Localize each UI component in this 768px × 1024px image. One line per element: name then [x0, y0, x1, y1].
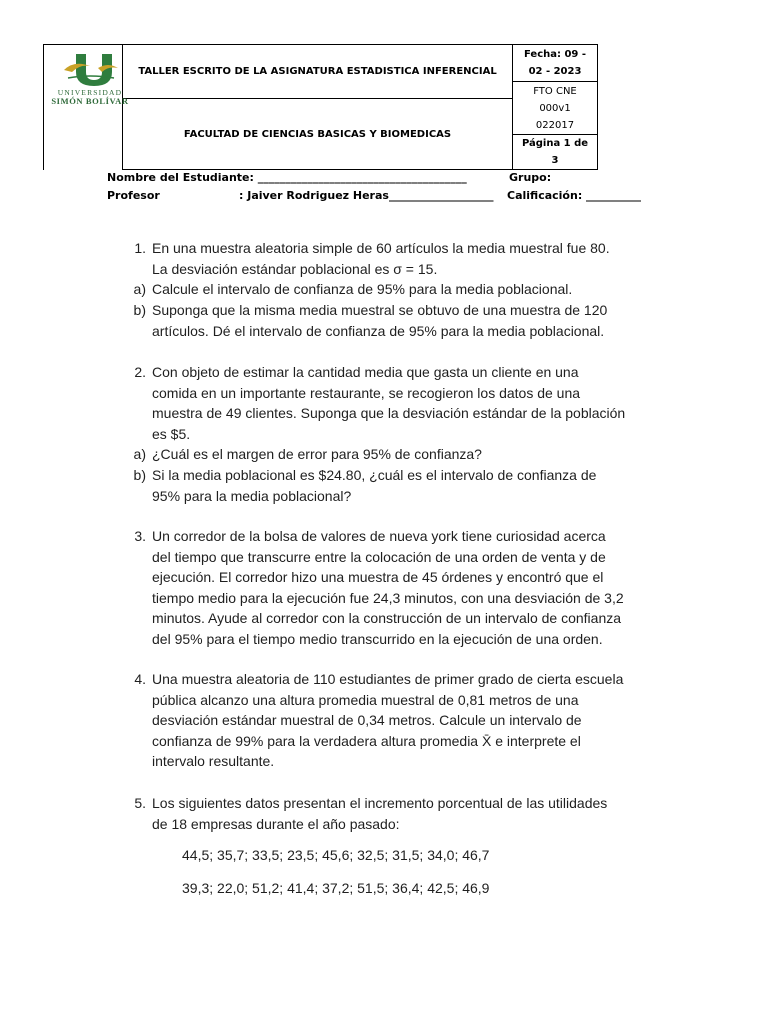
item-line: 95% para la media poblacional? [152, 487, 352, 504]
item-label: b) [133, 302, 146, 318]
student-name-field: Nombre del Estudiante: ______________________________________ [107, 171, 467, 184]
professor-label: Profesor [107, 189, 160, 202]
professor-name: : Jaiver Rodriguez Heras___________________ [239, 189, 494, 202]
question-line: del 95% para el tiempo medio transcurrido en la ejecución de una orden. [152, 630, 603, 647]
item-line: Si la media poblacional es $24.80, ¿cuál es el intervalo de confianza de [152, 467, 597, 483]
header-border-left [43, 44, 44, 170]
item-line: artículos. Dé el intervalo de confianza de 95% para la media poblacional. [152, 322, 605, 339]
fto-cell [513, 82, 597, 134]
question-line: La desviación estándar poblacional es σ = 15. [152, 260, 438, 277]
question-line: ejecución. El corredor hizo una muestra de 45 órdenes y encontró que el [152, 569, 604, 585]
question-line: Una muestra aleatoria de 110 estudiantes de primer grado de cierta escuela [152, 671, 624, 687]
question-5 [128, 793, 668, 837]
question-line: intervalo resultante. [152, 753, 275, 769]
grade-field: Calificación: __________ [507, 189, 642, 202]
question-3 [128, 526, 668, 652]
university-logo [50, 50, 130, 120]
question-line: minutos. Ayude al corredor con la construcción de un intervalo de confianza [152, 610, 622, 626]
data-row-2: 39,3; 22,0; 51,2; 41,4; 37,2; 51,5; 36,4; 42,5; 46,9 [182, 880, 490, 896]
university-seal-icon [50, 50, 130, 90]
question-1 [128, 238, 668, 343]
fto-line2: 000v1 [539, 102, 571, 114]
question-line: Los siguientes datos presentan el incremento porcentual de las utilidades [152, 795, 608, 811]
document-title: TALLER ESCRITO DE LA ASIGNATURA ESTADISTICA INFERENCIAL [138, 66, 497, 77]
question-number: 3. [134, 528, 146, 544]
question-number: 4. [134, 671, 146, 687]
pagina-cell [513, 135, 597, 169]
data-row-1: 44,5; 35,7; 33,5; 23,5; 45,6; 32,5; 31,5; 34,0; 46,7 [182, 847, 490, 863]
fto-line3: 022017 [535, 119, 575, 131]
header-border-right [597, 44, 598, 170]
question-line: comida en un importante restaurante, se recogieron los datos de una [152, 384, 581, 401]
question-number: 5. [134, 795, 146, 811]
question-2 [128, 362, 668, 510]
question-line: de 18 empresas durante el año pasado: [152, 815, 400, 832]
item-line: ¿Cuál es el margen de error para 95% de confianza? [152, 446, 482, 462]
question-line: Con objeto de estimar la cantidad media que gasta un cliente en una [152, 364, 579, 380]
question-line: del tiempo que transcurre entre la colocación de una orden de venta y de [152, 548, 606, 565]
fecha-line2: 02 - 2023 [528, 66, 582, 77]
question-line: desviación estándar muestral de 0,34 metros. Calcule un intervalo de [152, 712, 582, 728]
question-number: 2. [134, 364, 146, 380]
question-line: muestra de 49 clientes. Suponga que la desviación estándar de la población [152, 405, 626, 421]
question-line: confianza de 99% para la verdadera altura promedia X̄ e interprete el [152, 732, 581, 749]
item-label: a) [133, 281, 146, 297]
question-line: es $5. [152, 425, 191, 442]
question-4 [128, 669, 668, 775]
item-line: Calcule el intervalo de confianza de 95% para la media poblacional. [152, 281, 573, 297]
faculty-name: FACULTAD DE CIENCIAS BASICAS Y BIOMEDICAS [183, 128, 452, 140]
logo-text-top: UNIVERSIDAD [57, 88, 123, 97]
question-line: Un corredor de la bolsa de valores de nueva york tiene curiosidad acerca [152, 528, 606, 544]
item-line: Suponga que la misma media muestral se obtuvo de una muestra de 120 [152, 302, 608, 318]
group-field: Grupo: [509, 171, 552, 184]
question-line: pública alcanzo una altura promedia muestral de 0,81 metros de una [152, 691, 579, 708]
item-label: a) [133, 446, 146, 462]
logo-text-bottom: SIMÓN BOLÍVAR [51, 96, 129, 106]
header-border-bottom [122, 169, 598, 170]
fecha-cell [513, 45, 597, 81]
fecha-line1: Fecha: 09 - [523, 49, 587, 60]
pagina-line2: 3 [551, 155, 559, 166]
pagina-line1: Página 1 de [521, 138, 589, 149]
fto-line1: FTO CNE [533, 85, 577, 97]
header-border-top-left [43, 44, 123, 45]
question-number: 1. [134, 240, 146, 256]
item-label: b) [133, 467, 146, 483]
question-line: En una muestra aleatoria simple de 60 artículos la media muestral fue 80. [152, 240, 610, 256]
question-line: tiempo medio para la ejecución fue 24,3 minutos, con una desviación de 3,2 [152, 589, 624, 606]
